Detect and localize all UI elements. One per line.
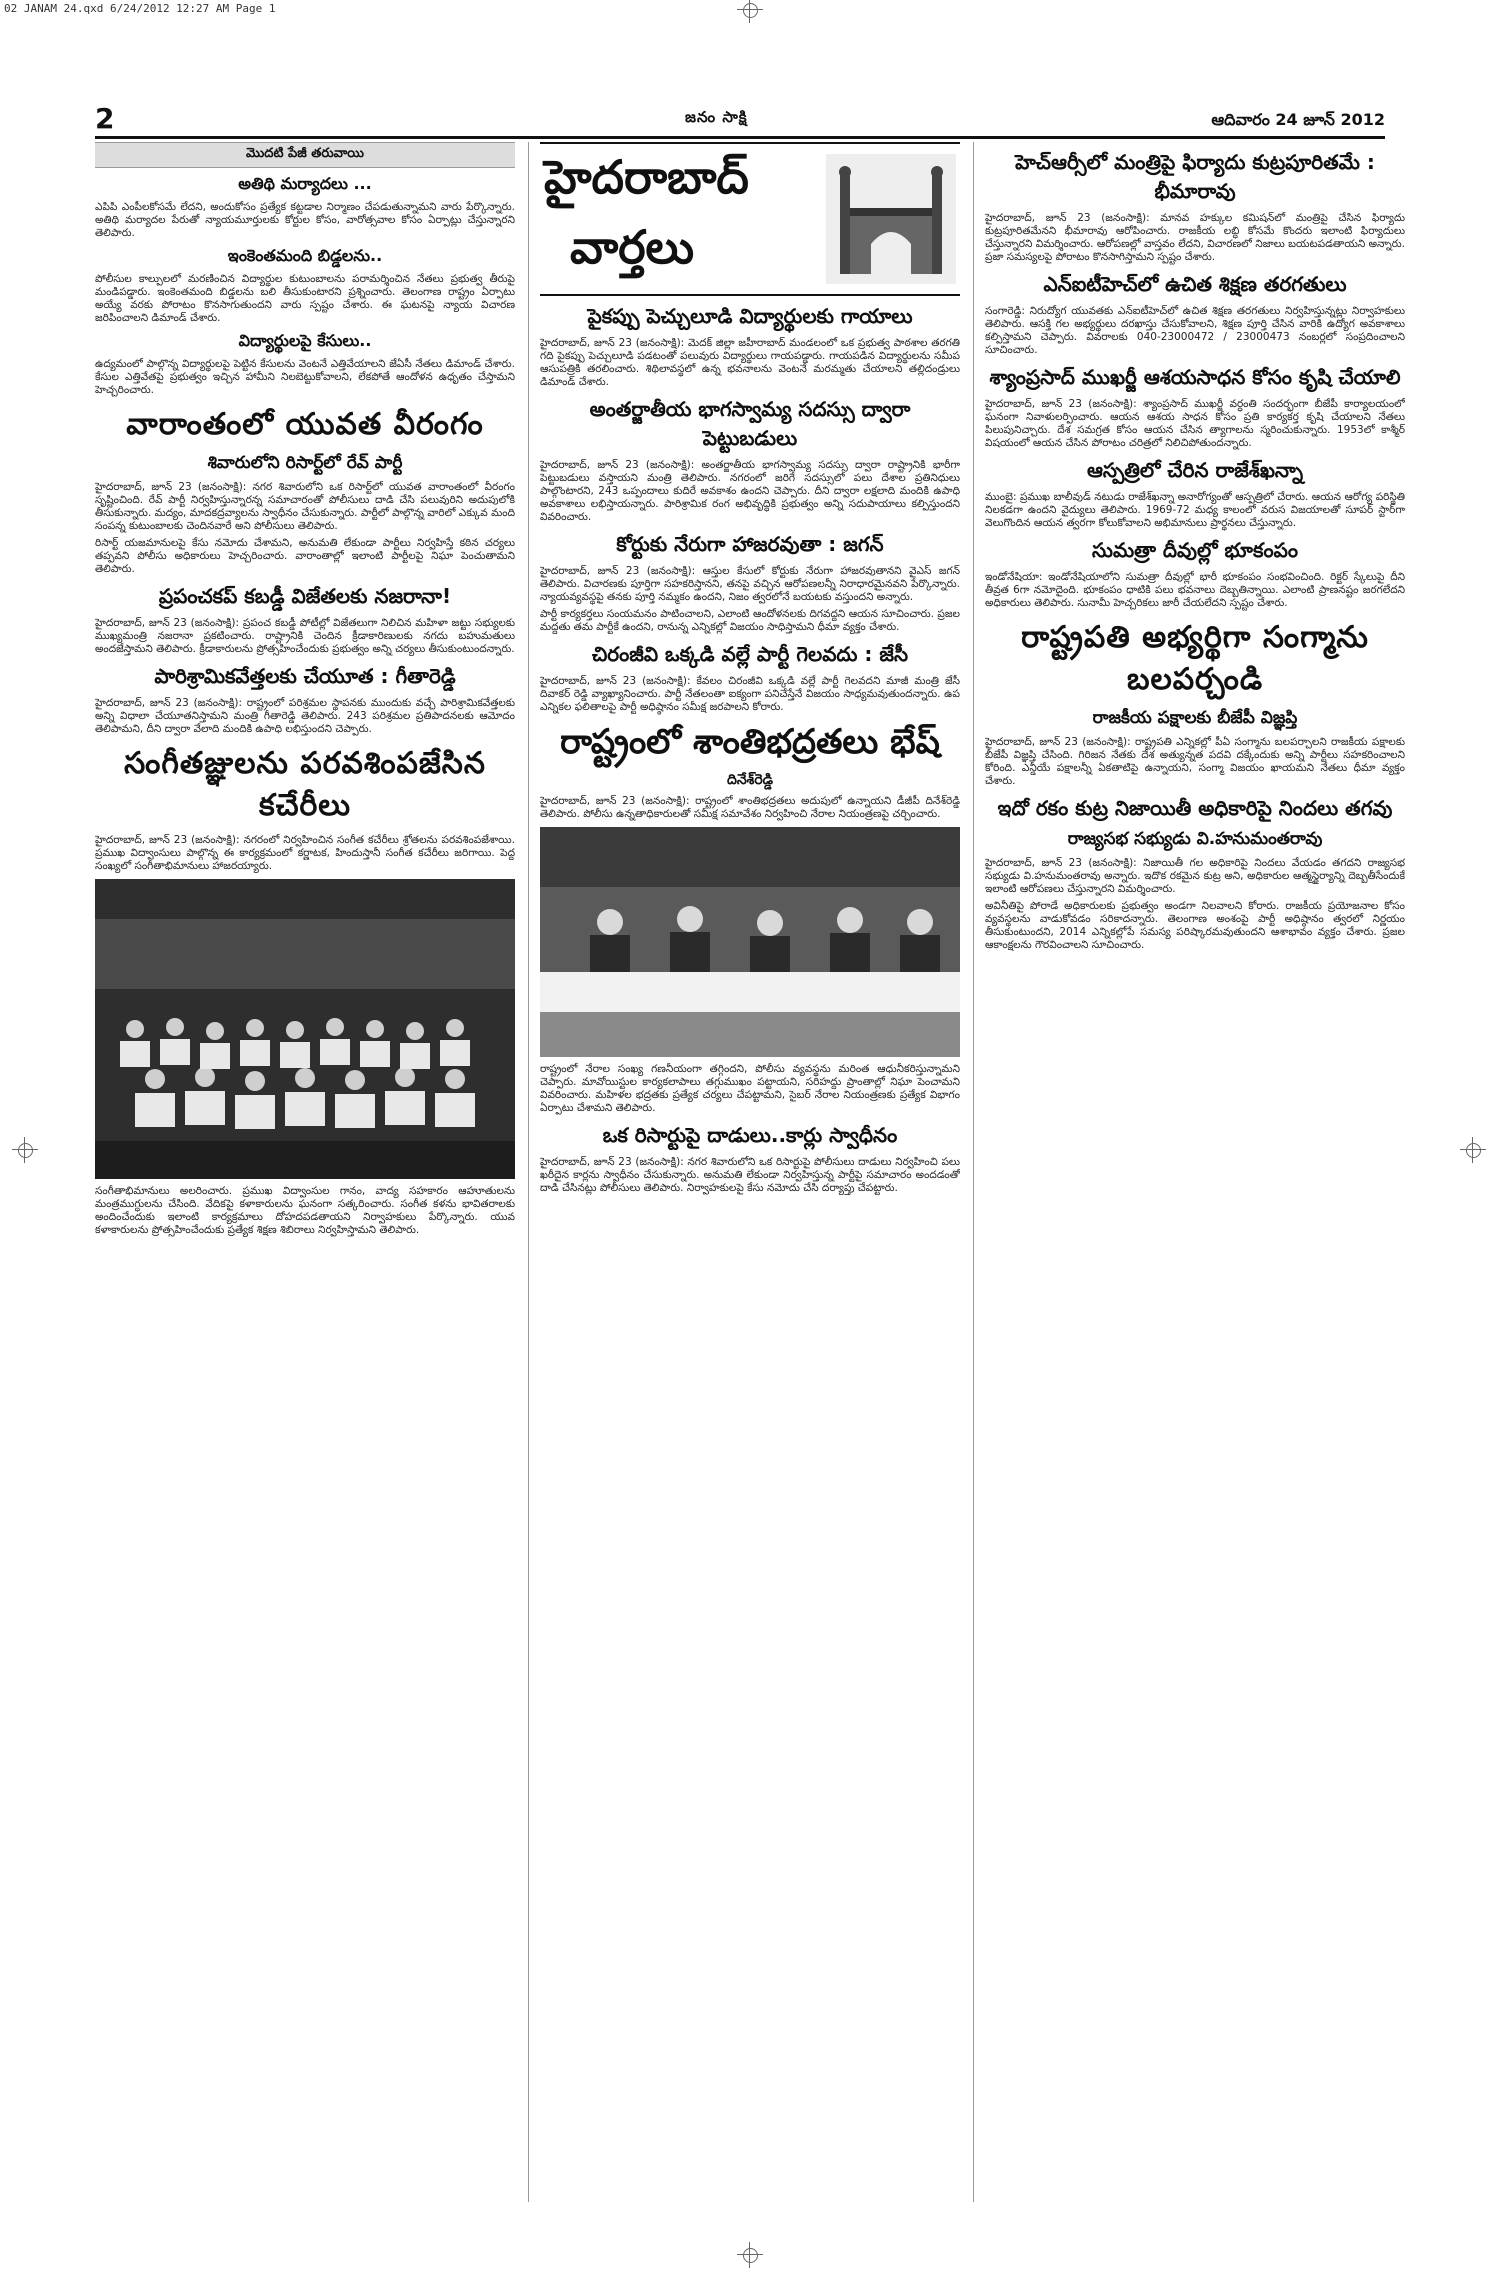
masthead: [95, 102, 1385, 139]
headline: ఎన్ఐటీహెచ్‌లో ఉచిత శిక్షణ తరగతులు: [1043, 272, 1347, 296]
headline: అతిథి మర్యాదలు ...: [238, 174, 372, 193]
headline: విద్యార్థులపై కేసులు..: [238, 331, 372, 350]
page-number: 2: [95, 102, 115, 135]
subheadline: రాజ్యసభ సభ్యుడు వి.హనుమంతరావు: [1067, 829, 1323, 849]
headline: రాష్ట్రంలో శాంతిభద్రతలు భేష్: [560, 722, 940, 762]
brand-name: జనం సాక్షి: [685, 108, 748, 126]
registration-mark-left-icon: [12, 1137, 38, 1163]
subheadline: రాజకీయ పక్షాలకు బీజేపీ విజ్ఞప్తి: [1092, 708, 1298, 728]
headline: సంగీతజ్ఞులను పరవశింపజేసిన కచేరీలు: [124, 746, 486, 823]
article-text: సంగారెడ్డి: నిరుద్యోగ యువతకు ఎన్ఐటీహెచ్‌లో ఉచిత శిక్షణ తరగతులు నిర్వహిస్తున్నట్లు నిర్వాహకులు తెలిపారు. ఆసక్తి గల అభ్యర్థులు దరఖాస్తు చేసుకోవాలని, శిక్షణ పూర్తి చేసిన వారికి ఉద్యోగ అవకాశాలు కల్పిస్తామని చెప్పారు. వివరాలకు 040-23000472 / 23000473 నంబర్లలో సంప్రదించాలని సూచించారు.: [985, 305, 1405, 356]
headline: రాష్ట్రపతి అభ్యర్థిగా సంగ్మాను బలపర్చండి: [1021, 620, 1369, 697]
headline: పైకప్పు పెచ్చులూడి విద్యార్థులకు గాయాలు: [587, 304, 913, 328]
headline: సుమత్రా దీవుల్లో భూకంపం: [1091, 538, 1298, 562]
print-slug: 02 JANAM 24.qxd 6/24/2012 12:27 AM Page 1: [4, 2, 276, 15]
column-divider: [973, 142, 974, 2202]
charminar-icon: [826, 154, 956, 284]
continuation-bar: మొదటి పేజీ తరువాయి: [95, 142, 515, 168]
article-text: రాష్ట్రంలో నేరాల సంఖ్య గణనీయంగా తగ్గిందని, పోలీసు వ్యవస్థను మరింత ఆధునీకరిస్తున్నామని చెప్పారు. మావోయిస్టుల కార్యకలాపాలు తగ్గుముఖం పట్టాయని, సరిహద్దు ప్రాంతాల్లో నిఘా పెంచామని వివరించారు. మహిళల భద్రతకు ప్రత్యేక చర్యలు చేపట్టామని, సైబర్ నేరాల నియంత్రణకు ప్రత్యేక విభాగం ఏర్పాటు చేశామని తెలిపారు.: [540, 1063, 960, 1114]
headline: హెచ్ఆర్సీలో మంత్రిపై ఫిర్యాదు కుట్రపూరితమే : భీమారావు: [1015, 150, 1375, 203]
article-text: హైదరాబాద్, జూన్ 23 (జనంసాక్షి): నగర శివారులోని ఒక రిసార్టుపై పోలీసులు దాడులు నిర్వహించి పలు ఖరీదైన కార్లను స్వాధీనం చేసుకున్నారు. అనుమతి లేకుండా నిర్వహిస్తున్న పార్టీపై సమాచారం అందడంతో దాడి చేసినట్లు పోలీసులు తెలిపారు. నిర్వాహకులపై కేసు నమోదు చేసి దర్యాప్తు చేపట్టారు.: [540, 1156, 960, 1194]
article-text: హైదరాబాద్, జూన్ 23 (జనంసాక్షి): నిజాయితీ గల అధికారిపై నిందలు వేయడం తగదని రాజ్యసభ సభ్యుడు వి.హనుమంతరావు అన్నారు. ఇదొక రకమైన కుట్ర అని, అధికారుల ఆత్మస్థైర్యాన్ని దెబ్బతీసేందుకే ఇలాంటి ఆరోపణలు చేస్తున్నారని విమర్శించారు.: [985, 857, 1405, 895]
article-text: హైదరాబాద్, జూన్ 23 (జనంసాక్షి): రాష్ట్రపతి ఎన్నికల్లో పీఏ సంగ్మాను బలపర్చాలని రాజకీయ పక్షాలకు బీజేపీ విజ్ఞప్తి చేసింది. గిరిజన నేతకు దేశ అత్యున్నత పదవి దక్కేందుకు అన్ని పార్టీలు సహకరించాలని కోరింది. ఎన్డీయే పక్షాలన్నీ ఏకతాటిపై ఉన్నాయని, సంగ్మా విజయం ఖాయమని నేతలు ధీమా వ్యక్తం చేశారు.: [985, 736, 1405, 787]
headline: ఇదో రకం కుట్ర నిజాయితీ అధికారిపై నిందలు తగవు: [997, 796, 1393, 820]
registration-mark-right-icon: [1460, 1137, 1486, 1163]
article-text: ఎపిపి ఎంపీలకోసమే లేదని, అందుకోసం ప్రత్యేక కట్టడాల నిర్మాణం చేపడుతున్నామని వారు పేర్కొన్నారు. అతిథి మర్యాదల పేరుతో న్యాయమూర్తులకు కోర్టుల కోసం, వారోత్సవాల కోసం ఏర్పాట్లు చేస్తున్నారని తెలిపారు.: [95, 201, 515, 239]
headline: శ్యాంప్రసాద్ ముఖర్జీ ఆశయసాధన కోసం కృషి చేయాలి: [989, 365, 1401, 389]
headline: ప్రపంచకప్ కబడ్డీ విజేతలకు నజరానా!: [158, 584, 452, 608]
article-text: పార్టీ కార్యకర్తలు సంయమనం పాటించాలని, ఎలాంటి ఆందోళనలకు దిగవద్దని ఆయన సూచించారు. ప్రజల మద్దతు తమ పార్టీకే ఉందని, రానున్న ఎన్నికల్లో విజయం సాధిస్తామని ధీమా వ్యక్తం చేశారు.: [540, 608, 960, 633]
column-divider: [528, 142, 529, 2202]
headline: ఇంకెంతమంది బిడ్డలను..: [227, 246, 383, 265]
headline: వారాంతంలో యువత వీరంగం: [126, 407, 484, 442]
article-text: హైదరాబాద్, జూన్ 23 (జనంసాక్షి): ఆస్తుల కేసులో కోర్టుకు నేరుగా హాజరవుతానని వైఎస్ జగన్ తెలిపారు. విచారణకు పూర్తిగా సహకరిస్తానని, తనపై వచ్చిన ఆరోపణలన్నీ నిరాధారమైనవని పేర్కొన్నారు. న్యాయవ్యవస్థపై తనకు పూర్తి నమ్మకం ఉందని, నిజం త్వరలోనే బయటకు వస్తుందని అన్నారు.: [540, 565, 960, 603]
column-3: [985, 142, 1405, 2202]
article-text: హైదరాబాద్, జూన్ 23 (జనంసాక్షి): నగర శివారులోని ఒక రిసార్ట్‌లో యువత వారాంతంలో వీరంగం సృష్టించింది. రేవ్ పార్టీ నిర్వహిస్తున్నారన్న సమాచారంతో పోలీసులు దాడి చేసి పలువురిని అదుపులోకి తీసుకున్నారు. మద్యం, మాదకద్రవ్యాలను స్వాధీనం చేసుకున్నారు. పార్టీలో పాల్గొన్న వారిలో ఎక్కువ మంది సంపన్న కుటుంబాలకు చెందినవారే అని పోలీసులు తెలిపారు.: [95, 481, 515, 532]
article-text: అవినీతిపై పోరాడే అధికారులకు ప్రభుత్వం అండగా నిలవాలని కోరారు. రాజకీయ ప్రయోజనాల కోసం వ్యవస్థలను వాడుకోవడం సరికాదన్నారు. తెలంగాణ అంశంపై పార్టీ అధిష్ఠానం త్వరలో నిర్ణయం తీసుకుంటుందని, 2014 ఎన్నికల్లోపే సమస్య పరిష్కారమవుతుందని ఆశాభావం వ్యక్తం చేశారు. ప్రజల ఆకాంక్షలను గౌరవించాలని సూచించారు.: [985, 900, 1405, 951]
headline: పారిశ్రామికవేత్తలకు చేయూత : గీతారెడ్డి: [154, 664, 456, 688]
registration-mark-bottom-icon: [737, 2242, 763, 2268]
headline: ఆస్పత్రిలో చేరిన రాజేశ్‌ఖన్నా: [1086, 458, 1304, 482]
byline: దినేశ్‌రెడ్డి: [726, 772, 774, 788]
concert-photo: [95, 879, 515, 1179]
headline: కోర్టుకు నేరుగా హాజరవుతా : జగన్: [616, 532, 884, 556]
article-text: ముంబై: ప్రముఖ బాలీవుడ్ నటుడు రాజేశ్‌ఖన్నా అనారోగ్యంతో ఆస్పత్రిలో చేరారు. ఆయన ఆరోగ్య పరిస్థితి నిలకడగా ఉందని వైద్యులు తెలిపారు. 1969-72 మధ్య కాలంలో వరుస విజయాలతో సూపర్ స్టార్‌గా వెలుగొందిన ఆయన త్వరగా కోలుకోవాలని అభిమానులు ప్రార్థనలు చేస్తున్నారు.: [985, 491, 1405, 529]
issue-date: ఆదివారం 24 జూన్ 2012: [1211, 110, 1385, 129]
article-text: పోలీసుల కాల్పులలో మరణించిన విద్యార్థుల కుటుంబాలను పరామర్శించిన నేతలు ప్రభుత్వ తీరుపై మండిపడ్డారు. ఇంకెంతమంది బిడ్డలను బలి తీసుకుంటారని ప్రశ్నించారు. తెలంగాణ రాష్ట్రం ఏర్పాటు అయ్యే వరకు పోరాటం కొనసాగుతుందని వారు స్పష్టం చేశారు. ఈ ఘటనపై న్యాయ విచారణ జరిపించాలని డిమాండ్ చేశారు.: [95, 273, 515, 324]
section-logo-line1: హైదరాబాద్: [544, 150, 749, 204]
article-text: రిసార్ట్ యజమానులపై కేసు నమోదు చేశామని, అనుమతి లేకుండా పార్టీలు నిర్వహిస్తే కఠిన చర్యలు తప్పవని పోలీసు అధికారులు హెచ్చరించారు. వారాంతాల్లో ఇలాంటి పార్టీలపై నిఘా పెంచుతామని తెలిపారు.: [95, 537, 515, 575]
meeting-photo: [540, 827, 960, 1057]
headline: ఒక రిసార్టుపై దాడులు..కార్లు స్వాధీనం: [602, 1123, 898, 1147]
column-1: [95, 142, 515, 2202]
article-text: హైదరాబాద్, జూన్ 23 (జనంసాక్షి): నగరంలో నిర్వహించిన సంగీత కచేరీలు శ్రోతలను పరవశింపజేశాయి. ప్రముఖ విద్వాంసులు పాల్గొన్న ఈ కార్యక్రమంలో కర్ణాటక, హిందుస్తానీ సంగీత కచేరీలు జరిగాయి. పెద్ద సంఖ్యలో సంగీతాభిమానులు హాజరయ్యారు.: [95, 834, 515, 872]
article-text: హైదరాబాద్, జూన్ 23 (జనంసాక్షి): శ్యాంప్రసాద్ ముఖర్జీ వర్ధంతి సందర్భంగా బీజేపీ కార్యాలయంలో ఘనంగా నివాళులర్పించారు. ఆయన ఆశయ సాధన కోసం ప్రతి కార్యకర్త కృషి చేయాలని నేతలు పిలుపునిచ్చారు. దేశ సమగ్రత కోసం ఆయన చేసిన త్యాగాలను స్మరించుకున్నారు. 1953లో కాశ్మీర్ విషయంలో ఆయన చేసిన పోరాటం చరిత్రలో నిలిచిపోతుందన్నారు.: [985, 398, 1405, 449]
column-2: [540, 142, 960, 2202]
section-logo: [540, 142, 960, 296]
article-text: ఇండోనేషియా: ఇండోనేషియాలోని సుమత్రా దీవుల్లో భారీ భూకంపం సంభవించింది. రిక్టర్ స్కేలుపై దీని తీవ్రత 6గా నమోదైంది. భూకంపం ధాటికి పలు భవనాలు దెబ్బతిన్నాయి. ఎలాంటి ప్రాణనష్టం జరగలేదని అధికారులు తెలిపారు. సునామీ హెచ్చరికలు జారీ చేయలేదని స్పష్టం చేశారు.: [985, 571, 1405, 609]
section-logo-line2: వార్తలు: [570, 220, 695, 274]
article-text: హైదరాబాద్, జూన్ 23 (జనంసాక్షి): ప్రపంచ కబడ్డీ పోటీల్లో విజేతలుగా నిలిచిన మహిళా జట్టు సభ్యులకు ముఖ్యమంత్రి నజరానా ప్రకటించారు. రాష్ట్రానికి చెందిన క్రీడాకారిణులకు నగదు బహుమతులు అందజేస్తామని తెలిపారు. క్రీడాకారులను ప్రోత్సహించేందుకు ప్రభుత్వం అన్ని చర్యలు తీసుకుంటుందన్నారు.: [95, 617, 515, 655]
subheadline: శివారులోని రిసార్ట్‌లో రేవ్ పార్టీ: [207, 453, 403, 473]
article-text: సంగీతాభిమానులు అలరించారు. ప్రముఖ విద్వాంసుల గానం, వాద్య సహకారం ఆహూతులను మంత్రముగ్ధులను చేసింది. వేదికపై కళాకారులను ఘనంగా సత్కరించారు. సంగీత కళను భావితరాలకు అందించేందుకు ఇలాంటి కార్యక్రమాలు దోహదపడతాయని నిర్వాహకులు పేర్కొన్నారు. యువ కళాకారులను ప్రోత్సహించేందుకు ప్రత్యేక శిక్షణ శిబిరాలు నిర్వహిస్తామని తెలిపారు.: [95, 1185, 515, 1236]
headline: అంతర్జాతీయ భాగస్వామ్య సదస్సు ద్వారా పెట్టుబడులు: [589, 397, 911, 450]
article-text: హైదరాబాద్, జూన్ 23 (జనంసాక్షి): మానవ హక్కుల కమిషన్‌లో మంత్రిపై చేసిన ఫిర్యాదు కుట్రపూరితమేనని భీమారావు ఆరోపించారు. రాజకీయ లబ్ధి కోసమే కొందరు ఇలాంటి ఫిర్యాదులు చేస్తున్నారని విమర్శించారు. ఆరోపణల్లో వాస్తవం లేదని, విచారణలో నిజాలు బయటపడతాయని అన్నారు. ప్రజా సమస్యలపై పోరాటం కొనసాగిస్తామని స్పష్టం చేశారు.: [985, 212, 1405, 263]
article-text: హైదరాబాద్, జూన్ 23 (జనంసాక్షి): రాష్ట్రంలో శాంతిభద్రతలు అదుపులో ఉన్నాయని డీజీపీ దినేశ్‌రెడ్డి తెలిపారు. పోలీసు ఉన్నతాధికారులతో సమీక్ష సమావేశం నిర్వహించి నేరాల నియంత్రణపై చర్చించారు.: [540, 795, 960, 820]
article-text: హైదరాబాద్, జూన్ 23 (జనంసాక్షి): మెదక్ జిల్లా జహీరాబాద్ మండలంలో ఒక ప్రభుత్వ పాఠశాల తరగతి గది పైకప్పు పెచ్చులూడి పడటంతో పలువురు విద్యార్థులు గాయపడ్డారు. గాయపడిన విద్యార్థులను సమీప ఆసుపత్రికి తరలించారు. శిథిలావస్థలో ఉన్న భవనాలను వెంటనే మరమ్మతు చేయాలని తల్లిదండ్రులు డిమాండ్ చేశారు.: [540, 337, 960, 388]
article-text: హైదరాబాద్, జూన్ 23 (జనంసాక్షి): కేవలం చిరంజీవి ఒక్కడి వల్లే పార్టీ గెలవదని మాజీ మంత్రి జేసీ దివాకర్ రెడ్డి వ్యాఖ్యానించారు. పార్టీ నేతలంతా ఐక్యంగా పనిచేస్తేనే విజయం సాధ్యమవుతుందన్నారు. ఉప ఎన్నికల ఫలితాలపై పార్టీ అధిష్ఠానం సమీక్ష జరపాలని కోరారు.: [540, 675, 960, 713]
headline: చిరంజీవి ఒక్కడి వల్లే పార్టీ గెలవదు : జేసీ: [591, 642, 909, 666]
article-text: హైదరాబాద్, జూన్ 23 (జనంసాక్షి): రాష్ట్రంలో పరిశ్రమల స్థాపనకు ముందుకు వచ్చే పారిశ్రామికవేత్తలకు అన్ని విధాలా చేయూతనిస్తామని మంత్రి గీతారెడ్డి తెలిపారు. 243 పరిశ్రమల ప్రతిపాదనలకు ఆమోదం తెలిపామని, దీని ద్వారా వేలాది మందికి ఉపాధి లభిస్తుందని చెప్పారు.: [95, 697, 515, 735]
registration-mark-top-icon: [737, 0, 763, 23]
article-text: హైదరాబాద్, జూన్ 23 (జనంసాక్షి): అంతర్జాతీయ భాగస్వామ్య సదస్సు ద్వారా రాష్ట్రానికి భారీగా పెట్టుబడులు వస్తాయని మంత్రి తెలిపారు. నగరంలో జరిగే సదస్సులో పలు దేశాల ప్రతినిధులు పాల్గొంటారని, 243 ఒప్పందాలు కుదిరే అవకాశం ఉందని చెప్పారు. దీని ద్వారా లక్షలాది మందికి ఉపాధి అవకాశాలు లభిస్తాయన్నారు. పారిశ్రామిక రంగ అభివృద్ధికి ప్రభుత్వం అన్ని సదుపాయాలు కల్పిస్తుందని వివరించారు.: [540, 459, 960, 523]
article-text: ఉద్యమంలో పాల్గొన్న విద్యార్థులపై పెట్టిన కేసులను వెంటనే ఎత్తివేయాలని జేఏసీ నేతలు డిమాండ్ చేశారు. కేసుల ఎత్తివేతపై ప్రభుత్వం ఇచ్చిన హామీని నిలబెట్టుకోవాలని, లేకపోతే ఆందోళన ఉధృతం చేస్తామని హెచ్చరించారు.: [95, 358, 515, 396]
